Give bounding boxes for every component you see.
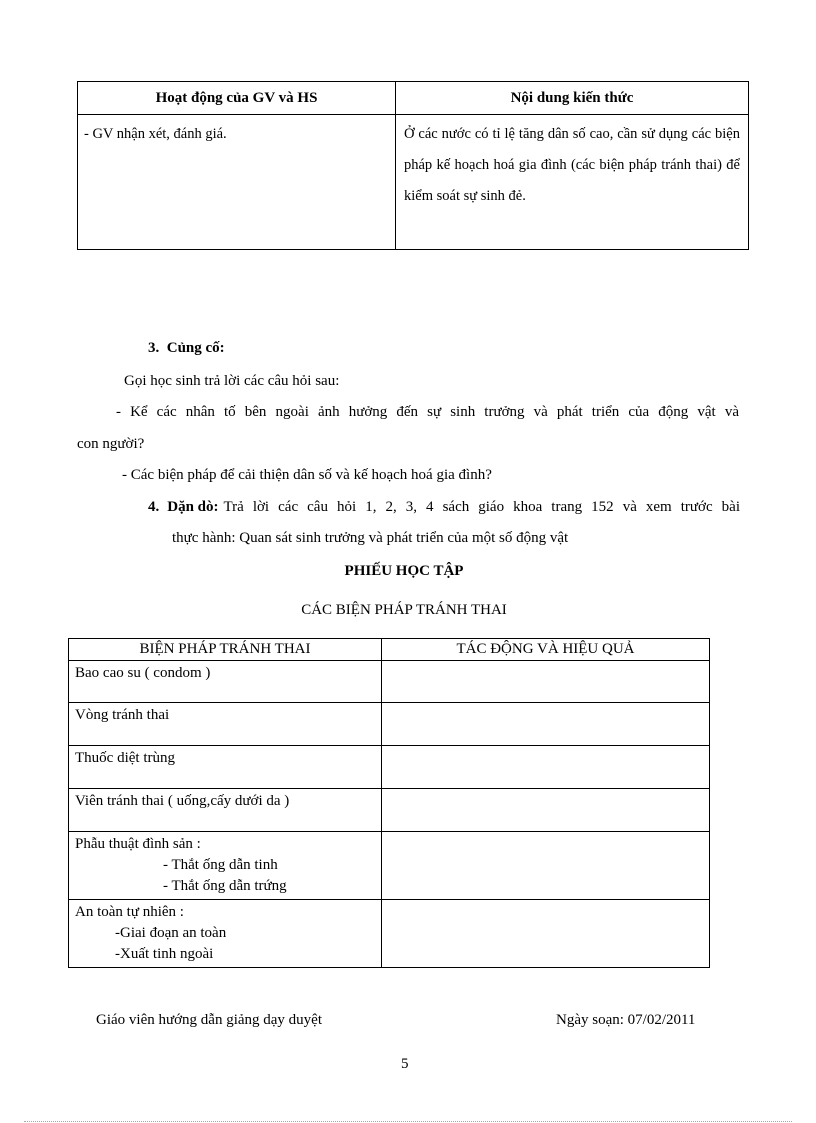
effect-cell-empty: [382, 746, 710, 789]
method-iud: Vòng tránh thai: [69, 703, 382, 746]
section4-title: Dặn dò:: [167, 499, 219, 515]
method-spermicide: Thuốc diệt trùng: [69, 746, 382, 789]
activity-content-table: [77, 81, 749, 250]
page-bottom-divider: [24, 1121, 792, 1122]
effect-cell-empty: [382, 703, 710, 746]
section4-number: 4.: [148, 499, 160, 515]
section4-line1: [148, 499, 740, 516]
sterilization-tubal-ligation: - Thắt ống dẫn trứng: [163, 878, 287, 894]
effect-cell-empty: [382, 900, 710, 968]
section3-intro: Gọi học sinh trả lời các câu hỏi sau:: [124, 373, 340, 389]
section3-heading: [148, 340, 225, 357]
section3-number: 3.: [148, 340, 160, 356]
footer-approval-label: Giáo viên hướng dẫn giảng dạy duyệt: [96, 1012, 323, 1028]
method-condom: Bao cao su ( condom ): [69, 661, 382, 703]
section3-title: Củng cố:: [166, 340, 225, 356]
effect-cell-empty: [382, 789, 710, 832]
worksheet-title: PHIẾU HỌC TẬP: [344, 563, 464, 579]
table2-header-method: BIỆN PHÁP TRÁNH THAI: [69, 639, 382, 661]
footer-date: Ngày soạn: 07/02/2011: [556, 1012, 696, 1028]
table2-header-effect: TÁC ĐỘNG VÀ HIỆU QUẢ: [382, 639, 710, 661]
effect-cell-empty: [382, 661, 710, 703]
table1-activity-cell: - GV nhận xét, đánh giá.: [78, 115, 396, 250]
page-number: 5: [401, 1056, 409, 1072]
contraception-methods-table: [68, 638, 710, 968]
section3-question1-line2: con người?: [77, 436, 145, 452]
method-sterilization: [69, 832, 382, 900]
worksheet-subtitle: CÁC BIỆN PHÁP TRÁNH THAI: [301, 602, 507, 618]
table1-header-activity: Hoạt động của GV và HS: [78, 82, 396, 115]
natural-safe-period: -Giai đoạn an toàn: [115, 925, 227, 941]
table1-content-cell: Ở các nước có tỉ lệ tăng dân số cao, cần sử dụng các biện pháp kế hoạch hoá gia đình (các biện pháp tránh thai) để kiểm soát sự sinh đẻ.: [396, 115, 749, 250]
sterilization-title: Phẫu thuật đình sản :: [75, 836, 201, 852]
table1-header-content: Nội dung kiến thức: [396, 82, 749, 115]
sterilization-vasectomy: - Thắt ống dẫn tinh: [163, 857, 278, 873]
section4-text-line2: thực hành: Quan sát sinh trưởng và phát triển của một số động vật: [172, 530, 569, 546]
method-pill: Viên tránh thai ( uống,cấy dưới da ): [69, 789, 382, 832]
section3-question1-line1: - Kể các nhân tố bên ngoài ảnh hưởng đến sự sinh trưởng và phát triển của động vật và: [116, 404, 739, 420]
effect-cell-empty: [382, 832, 710, 900]
method-natural: [69, 900, 382, 968]
section4-text-line1: Trả lời các câu hỏi 1, 2, 3, 4 sách giáo khoa trang 152 và xem trước bài: [223, 499, 740, 515]
natural-withdrawal: -Xuất tinh ngoài: [115, 946, 214, 962]
natural-title: An toàn tự nhiên :: [75, 904, 184, 920]
section3-question2: - Các biện pháp để cải thiện dân số và kế hoạch hoá gia đình?: [122, 467, 492, 483]
